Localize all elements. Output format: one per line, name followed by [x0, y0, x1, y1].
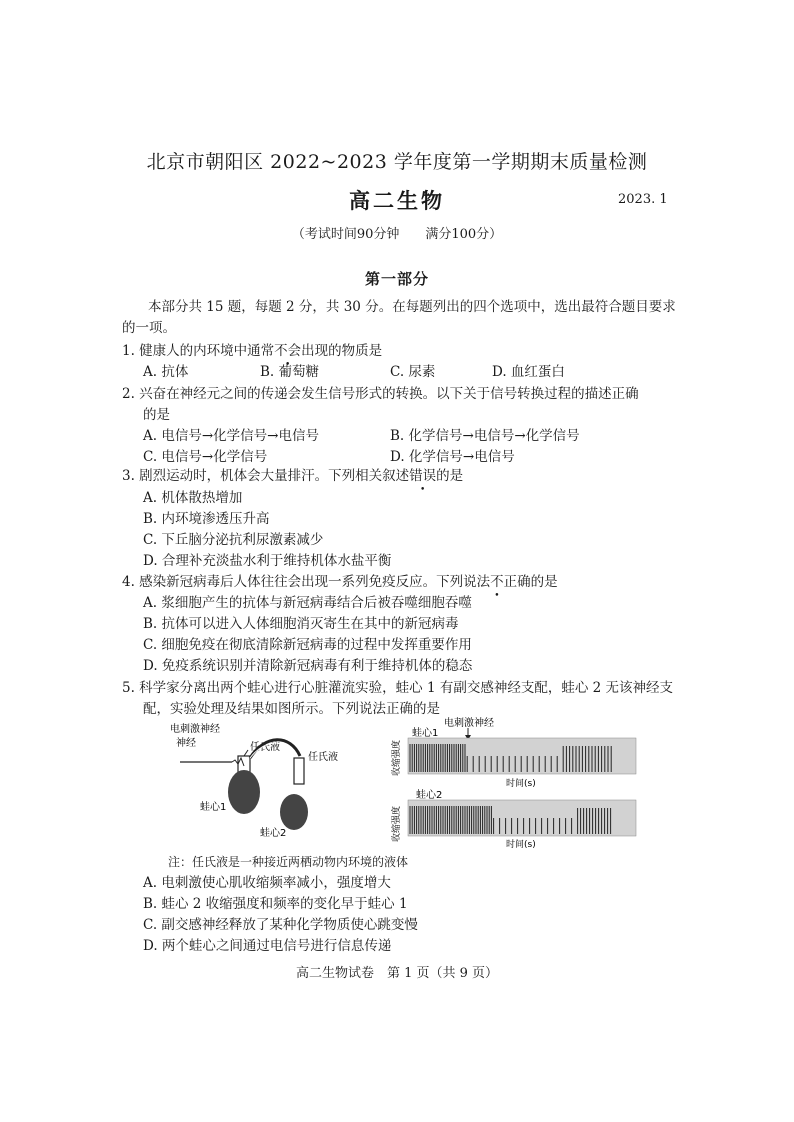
- cannula-2: [294, 758, 304, 784]
- question-5-stem-line1: 5. 科学家分离出两个蛙心进行心脏灌流实验，蛙心 1 有副交感神经支配，蛙心 2 无该神经支: [122, 680, 674, 696]
- ringer-label-2: 任氏液: [308, 752, 338, 763]
- q4-option-c: C. 细胞免疫在彻底清除新冠病毒的过程中发挥重要作用: [143, 637, 472, 653]
- question-3-stem: 3. 剧烈运动时，机体会大量排汗。下列相关叙述错误的是: [122, 468, 464, 484]
- question-1-stem: 1. 健康人的内环境中通常不会出现的物质是: [122, 343, 383, 359]
- stim-label: 电刺激神经: [170, 724, 220, 735]
- q1-option-c: C. 尿素: [390, 364, 436, 380]
- graph-stim-label: 电刺激神经: [444, 718, 494, 729]
- question-2-stem-line1: 2. 兴奋在神经元之间的传递会发生信号形式的转换。以下关于信号转换过程的描述正确: [122, 386, 639, 402]
- graph2-heart-label: 蛙心2: [416, 790, 443, 801]
- q5-option-c: C. 副交感神经释放了某种化学物质使心跳变慢: [143, 917, 418, 933]
- exam-date: 2023. 1: [618, 192, 668, 207]
- graph1-ylabel: 收缩强度: [392, 739, 402, 776]
- q3-option-a: A. 机体散热增加: [143, 490, 243, 506]
- q4-option-b: B. 抗体可以进入人体细胞消灭寄生在其中的新冠病毒: [143, 616, 459, 632]
- contraction-graphs: [388, 714, 648, 850]
- q1-option-d: D. 血红蛋白: [492, 364, 565, 380]
- heart2-label: 蛙心2: [260, 828, 287, 839]
- graph2-xlabel: 时间(s): [506, 840, 536, 850]
- q2-option-a: A. 电信号→化学信号→电信号: [143, 428, 319, 444]
- q1-option-b: B. 葡萄糖: [260, 364, 320, 380]
- question-4-stem: 4. 感染新冠病毒后人体往往会出现一系列免疫反应。下列说法不正确的是: [122, 574, 558, 590]
- q1-option-a: A. 抗体: [143, 364, 189, 380]
- heart1-label: 蛙心1: [200, 802, 227, 813]
- q3-option-b: B. 内环境渗透压升高: [143, 511, 270, 527]
- q5-option-d: D. 两个蛙心之间通过电信号进行信息传递: [143, 938, 392, 954]
- ringer-label-1: 任氏液: [250, 742, 280, 753]
- q5-option-a: A. 电刺激使心肌收缩频率减小，强度增大: [143, 875, 391, 891]
- heart-2-shape: [280, 794, 308, 830]
- figure-note: 注：任氏液是一种接近两栖动物内环境的液体: [168, 855, 409, 869]
- subject-title: 高二生物: [349, 188, 445, 213]
- emphasis-dots: 错误: [409, 468, 437, 484]
- graph2-ylabel: 收缩强度: [392, 805, 402, 842]
- emphasis-dots: 不会: [274, 343, 302, 359]
- question-2-stem-line2: 的是: [143, 407, 170, 423]
- part-title: 第一部分: [364, 270, 429, 288]
- q2-option-b: B. 化学信号→电信号→化学信号: [390, 428, 580, 444]
- q2-option-d: D. 化学信号→电信号: [390, 449, 515, 465]
- exam-title: 北京市朝阳区 2022~2023 学年度第一学期期末质量检测: [146, 151, 648, 173]
- q4-option-a: A. 浆细胞产生的抗体与新冠病毒结合后被吞噬细胞吞噬: [143, 595, 472, 611]
- q4-option-d: D. 免疫系统识别并清除新冠病毒有利于维持机体的稳态: [143, 658, 473, 674]
- question-5-stem-line2: 配，实验处理及结果如图所示。下列说法正确的是: [143, 701, 440, 717]
- part-intro-line2: 的一项。: [122, 320, 176, 336]
- q2-option-c: C. 电信号→化学信号: [143, 449, 268, 465]
- emphasis-dots: 不: [490, 574, 504, 590]
- q3-option-d: D. 合理补充淡盐水利于维持机体水盐平衡: [143, 553, 392, 569]
- ringer-pointer-1: [244, 750, 248, 756]
- q3-option-c: C. 下丘脑分泌抗利尿激素减少: [143, 532, 324, 548]
- heart-1-shape: [228, 770, 260, 814]
- exam-info: （考试时间90分钟 满分100分）: [291, 227, 503, 242]
- part-intro-line1: 本部分共 15 题，每题 2 分，共 30 分。在每题列出的四个选项中，选出最符合题目要求: [148, 299, 676, 315]
- graph1-heart-label: 蛙心1: [412, 728, 439, 739]
- graph1-xlabel: 时间(s): [506, 779, 536, 789]
- page-footer: 高二生物试卷 第 1 页（共 9 页）: [295, 966, 499, 981]
- frog-heart-apparatus-diagram: [160, 720, 370, 846]
- stim-label-cont: 神经: [176, 738, 196, 749]
- q5-option-b: B. 蛙心 2 收缩强度和频率的变化早于蛙心 1: [143, 896, 408, 912]
